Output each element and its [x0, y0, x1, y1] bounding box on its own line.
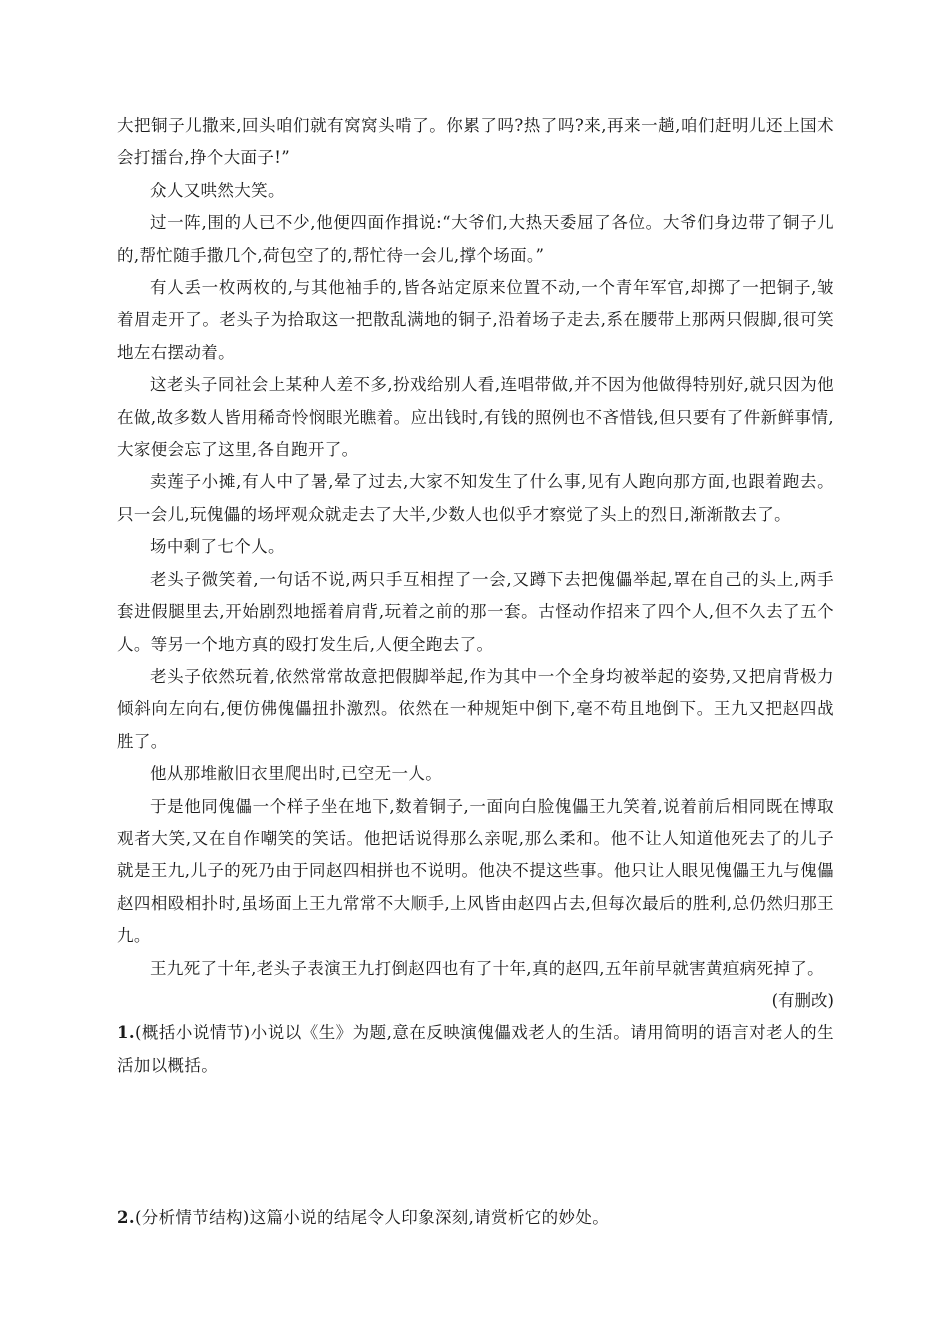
story-paragraph-8: 老头子微笑着,一句话不说,两只手互相捏了一会,又蹲下去把傀儡举起,罩在自己的头上,两手套进假腿里去,开始剧烈地摇着肩背,玩着之前的那一套。古怪动作招来了四个人,但不久去了五个人。等另一个地方真的殴打发生后,人便全跑去了。 — [117, 569, 834, 654]
question-2-number: 2. — [117, 1208, 135, 1228]
answer-space-1 — [117, 1082, 834, 1202]
story-paragraph-7: 场中剩了七个人。 — [150, 537, 285, 557]
story-paragraph-1: 大把铜子儿撒来,回头咱们就有窝窝头啃了。你累了吗?热了吗?来,再来一趟,咱们赶明儿还上国术会打擂台,挣个大面子!” — [117, 116, 834, 168]
story-paragraph-2: 众人又哄然大笑。 — [150, 180, 285, 200]
question-2 — [117, 1202, 834, 1234]
document-page — [117, 110, 834, 1235]
story-paragraph-10: 他从那堆敝旧衣里爬出时,已空无一人。 — [150, 764, 443, 784]
question-1-number: 1. — [117, 1023, 135, 1043]
story-paragraph-5: 这老头子同社会上某种人差不多,扮戏给别人看,连唱带做,并不因为他做得特别好,就只因为他在做,故多数人皆用稀奇怜悯眼光瞧着。应出钱时,有钱的照例也不吝惜钱,但只要有了件新鲜事情,大家便会忘了这里,各自跑开了。 — [117, 375, 834, 460]
question-1-body: (概括小说情节)小说以《生》为题,意在反映演傀儡戏老人的生活。请用简明的语言对老人的生活加以概括。 — [117, 1023, 834, 1075]
story-paragraph-11: 于是他同傀儡一个样子坐在地下,数着铜子,一面向白脸傀儡王九笑着,说着前后相同既在博取观者大笑,又在自作嘲笑的笑话。他把话说得那么亲呢,那么柔和。他不让人知道他死去了的儿子就是王九,儿子的死乃由于同赵四相拼也不说明。他决不提这些事。他只让人眼见傀儡王九与傀儡赵四相殴相扑时,虽场面上王九常常不大顺手,上风皆由赵四占去,但每次最后的胜利,总仍然归那王九。 — [117, 796, 834, 946]
source-note: (有删改) — [771, 990, 834, 1010]
question-2-body: (分析情节结构)这篇小说的结尾令人印象深刻,请赏析它的妙处。 — [134, 1208, 610, 1228]
question-1 — [117, 1017, 834, 1082]
story-paragraph-12: 王九死了十年,老头子表演王九打倒赵四也有了十年,真的赵四,五年前早就害黄疸病死掉了。 — [150, 958, 824, 978]
question-2-text — [117, 1202, 834, 1234]
story-paragraph-4: 有人丢一枚两枚的,与其他袖手的,皆各站定原来位置不动,一个青年军官,却掷了一把铜子,皱着眉走开了。老头子为拾取这一把散乱满地的铜子,沿着场子走去,系在腰带上那两只假脚,很可笑地左右摆动着。 — [117, 278, 834, 362]
story-body — [117, 110, 834, 1017]
story-paragraph-9: 老头子依然玩着,依然常常故意把假脚举起,作为其中一个全身均被举起的姿势,又把肩背极力倾斜向左向右,便仿佛傀儡扭扑激烈。依然在一种规矩中倒下,毫不苟且地倒下。王九又把赵四战胜了。 — [117, 666, 834, 751]
question-1-text — [117, 1017, 834, 1082]
story-paragraph-6: 卖莲子小摊,有人中了暑,晕了过去,大家不知发生了什么事,见有人跑向那方面,也跟着跑去。只一会儿,玩傀儡的场坪观众就走去了大半,少数人也似乎才察觉了头上的烈日,渐渐散去了。 — [117, 472, 834, 524]
story-paragraph-3: 过一阵,围的人已不少,他便四面作揖说:“大爷们,大热天委屈了各位。大爷们身边带了铜子儿的,帮忙随手撒几个,荷包空了的,帮忙待一会儿,撑个场面。” — [117, 213, 834, 265]
